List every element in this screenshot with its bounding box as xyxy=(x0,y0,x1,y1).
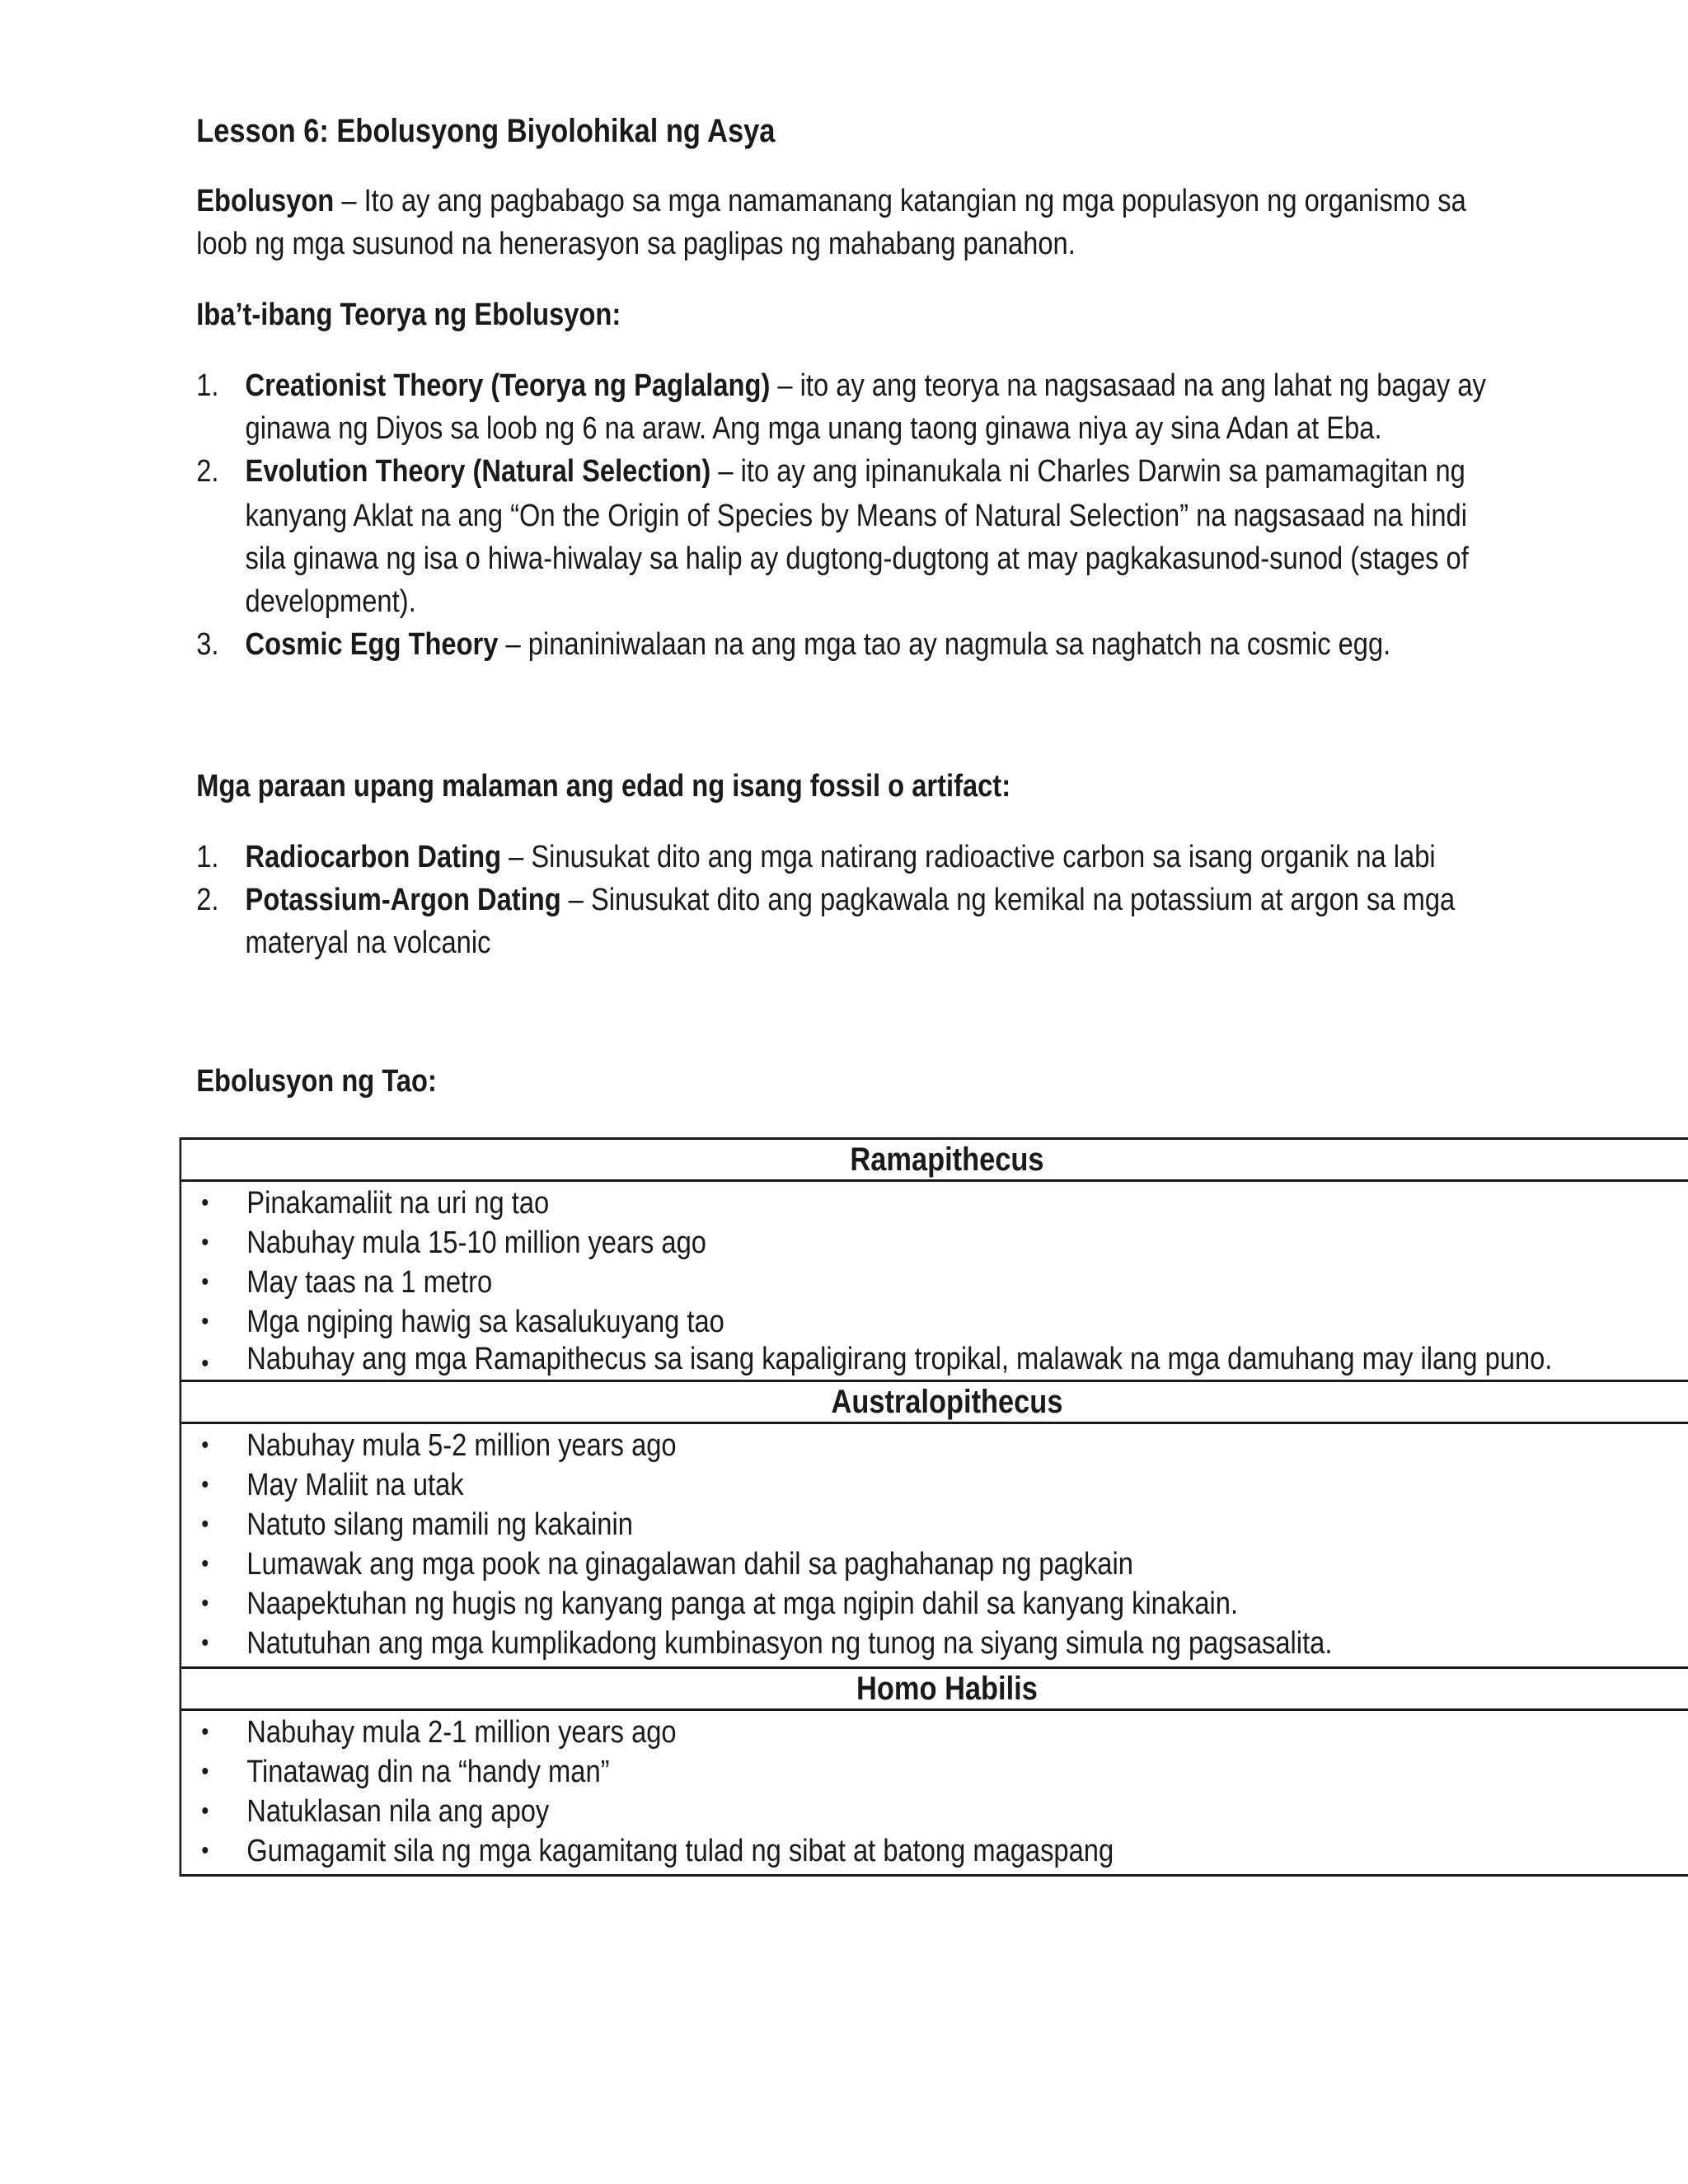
bullet-icon: • xyxy=(201,1268,209,1296)
theory-1-number: 1. xyxy=(196,368,219,403)
evolution-heading: Ebolusyon ng Tao: xyxy=(196,1064,437,1099)
list-item xyxy=(181,1465,1688,1505)
list-item xyxy=(181,1505,1688,1544)
dating-1-line-1 xyxy=(246,836,1436,879)
dating-2-term: Potassium-Argon Dating xyxy=(245,883,561,917)
theory-3-term: Cosmic Egg Theory xyxy=(245,627,499,662)
definition-line-2: loob ng mga susunod na henerasyon sa paglipas ng mahabang panahon. xyxy=(196,227,1076,261)
bullet-icon: • xyxy=(201,1511,209,1538)
bullet-icon: • xyxy=(201,1797,209,1825)
bullet-icon: • xyxy=(201,1308,209,1335)
list-item xyxy=(181,1302,1688,1342)
theories-heading: Iba’t-ibang Teorya ng Ebolusyon: xyxy=(196,298,621,332)
bullet-icon: • xyxy=(201,1229,209,1256)
list-item xyxy=(181,1792,1688,1831)
bullet-icon: • xyxy=(201,1471,209,1498)
list-item-text: May taas na 1 metro xyxy=(246,1265,493,1300)
list-item-text: Nabuhay mula 2-1 million years ago xyxy=(246,1715,677,1750)
table-section-ramapithecus xyxy=(181,1179,1688,1380)
bullet-icon: • xyxy=(201,1550,209,1577)
dating-1-text-1: – Sinusukat dito ang mga natirang radioactive carbon sa isang organik na labi xyxy=(501,840,1436,874)
list-item-text: Nabuhay mula 15-10 million years ago xyxy=(246,1226,706,1260)
table-section-homo-habilis xyxy=(181,1708,1688,1874)
lesson-title: Lesson 6: Ebolusyong Biyolohikal ng Asya xyxy=(196,113,776,149)
list-item-text: Natuklasan nila ang apoy xyxy=(246,1794,550,1829)
dating-2-text-1: – Sinusukat dito ang pagkawala ng kemikal na potassium at argon sa mga xyxy=(560,883,1456,917)
table-header-ramapithecus: Ramapithecus xyxy=(850,1141,1044,1178)
theory-3-text-1: – pinaniniwalaan na ang mga tao ay nagmula sa naghatch na cosmic egg. xyxy=(498,627,1391,662)
bullet-icon: • xyxy=(201,1350,209,1377)
list-item xyxy=(181,1342,1622,1376)
list-item xyxy=(181,1752,1688,1792)
bullet-icon: • xyxy=(201,1189,209,1216)
list-item xyxy=(181,1263,1688,1302)
list-item xyxy=(181,1544,1688,1584)
theory-2-number: 2. xyxy=(196,454,219,489)
definition-line-1 xyxy=(196,180,1466,223)
human-evolution-table xyxy=(180,1137,1688,1877)
bullet-icon: • xyxy=(201,1837,209,1864)
dating-1-number: 1. xyxy=(196,840,219,874)
list-item xyxy=(181,1624,1688,1663)
theory-2-line-2: kanyang Aklat na ang “On the Origin of Species by Means of Natural Selection” na nagsasaad na hindi xyxy=(245,499,1467,533)
theory-3-number: 3. xyxy=(196,627,219,662)
theory-1-line-2: ginawa ng Diyos sa loob ng 6 na araw. Ang mga unang taong ginawa niya ay sina Adan at Eba. xyxy=(245,411,1382,446)
list-item-text: Tinatawag din na “handy man” xyxy=(246,1755,610,1789)
definition-text-1: – Ito ay ang pagbabago sa mga namamanang katangian ng mga populasyon ng organismo sa xyxy=(334,184,1466,218)
theory-3-line-1 xyxy=(246,623,1391,666)
list-item xyxy=(181,1584,1688,1624)
list-item-text: Natutuhan ang mga kumplikadong kumbinasyon ng tunog na siyang simula ng pagsasalita. xyxy=(246,1626,1333,1661)
list-item xyxy=(181,1223,1688,1263)
list-item xyxy=(181,1426,1688,1465)
list-item xyxy=(181,1831,1688,1871)
list-item-text: Nabuhay ang mga Ramapithecus sa isang kapaligirang tropikal, malawak na mga damuhang may ilang puno. xyxy=(246,1342,1553,1376)
bullet-icon: • xyxy=(201,1718,209,1746)
table-header-homo-habilis: Homo Habilis xyxy=(181,1666,1688,1708)
dating-2-number: 2. xyxy=(196,883,219,917)
bullet-icon: • xyxy=(201,1758,209,1785)
dating-2-line-1 xyxy=(246,879,1456,921)
table-header-australopithecus: Australopithecus xyxy=(181,1380,1688,1422)
list-item-text: Natuto silang mamili ng kakainin xyxy=(246,1507,633,1542)
list-item-text: Gumagamit sila ng mga kagamitang tulad ng sibat at batong magaspang xyxy=(246,1834,1114,1868)
list-item-text: Mga ngiping hawig sa kasalukuyang tao xyxy=(246,1305,724,1339)
list-item xyxy=(181,1183,1688,1223)
list-item-text: Nabuhay mula 5-2 million years ago xyxy=(246,1428,677,1463)
list-item xyxy=(181,1713,1688,1752)
theory-2-term: Evolution Theory (Natural Selection) xyxy=(245,454,711,489)
table-section-australopithecus xyxy=(181,1422,1688,1666)
dating-1-term: Radiocarbon Dating xyxy=(245,840,502,874)
bullet-icon: • xyxy=(201,1629,209,1657)
definition-term: Ebolusyon xyxy=(196,184,335,218)
theory-2-line-4: development). xyxy=(245,584,416,619)
theory-1-line-1 xyxy=(246,364,1486,407)
theory-2-line-3: sila ginawa ng isa o hiwa-hiwalay sa halip ay dugtong-dugtong at may pagkakasunod-sunod (stages of xyxy=(245,541,1469,576)
list-item-text: Naapektuhan ng hugis ng kanyang panga at mga ngipin dahil sa kanyang kinakain. xyxy=(246,1586,1239,1621)
list-item-text: Lumawak ang mga pook na ginagalawan dahil sa paghahanap ng pagkain xyxy=(246,1547,1133,1582)
bullet-icon: • xyxy=(201,1432,209,1459)
theory-2-line-1 xyxy=(246,450,1465,493)
list-item-text: Pinakamaliit na uri ng tao xyxy=(246,1186,550,1221)
theory-1-term: Creationist Theory (Teorya ng Paglalang) xyxy=(245,368,771,403)
dating-heading: Mga paraan upang malaman ang edad ng isang fossil o artifact: xyxy=(196,769,1011,804)
dating-2-line-2: materyal na volcanic xyxy=(245,926,491,960)
theory-2-text-1: – ito ay ang ipinanukala ni Charles Darwin sa pamamagitan ng xyxy=(710,454,1465,489)
bullet-icon: • xyxy=(201,1590,209,1617)
theory-1-text-1: – ito ay ang teorya na nagsasaad na ang lahat ng bagay ay xyxy=(770,368,1486,403)
list-item-text: May Maliit na utak xyxy=(246,1468,464,1502)
